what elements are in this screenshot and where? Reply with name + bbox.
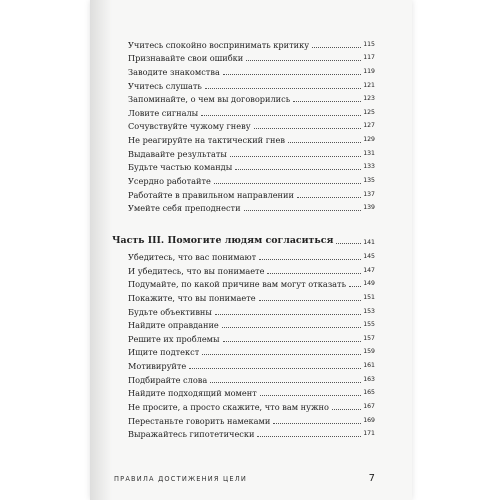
toc-entry-page: 147	[363, 266, 375, 274]
dot-leader	[332, 409, 361, 410]
toc-entry-page: 137	[363, 190, 375, 198]
toc-entry-label: Подбирайте слова	[128, 374, 208, 385]
dot-leader	[202, 354, 361, 355]
toc-entry	[128, 36, 375, 50]
toc-entry-label: Учитесь спокойно воспринимать критику	[128, 39, 310, 50]
dot-leader	[205, 88, 361, 89]
dot-leader	[235, 169, 361, 170]
toc-entry-label: Признавайте свои ошибки	[128, 53, 244, 64]
toc-entry-page: 121	[363, 81, 375, 89]
toc-entry-page: 129	[363, 136, 375, 144]
toc-entry-label: Ищите подтекст	[128, 347, 200, 358]
toc-entry	[128, 91, 375, 105]
dot-leader	[257, 436, 361, 437]
dot-leader	[267, 273, 361, 274]
toc-entry-label: Будьте частью команды	[128, 162, 233, 173]
page-gutter-shadow	[90, 0, 112, 500]
toc-entry-label: И убедитесь, что вы понимаете	[128, 265, 265, 276]
toc-entry	[128, 172, 375, 186]
dot-leader	[189, 368, 361, 369]
toc-entry-page: 159	[363, 348, 375, 356]
toc-entry-page: 169	[363, 416, 375, 424]
toc-entry	[128, 371, 375, 385]
toc-entry-label: Не реагируйте на тактический гнев	[128, 135, 285, 146]
toc-entry-page: 123	[363, 95, 375, 103]
toc-entry-page: 161	[363, 362, 375, 370]
toc-entry	[128, 118, 375, 132]
toc-entry-page: 133	[363, 163, 375, 171]
dot-leader	[297, 197, 361, 198]
dot-leader	[230, 156, 361, 157]
toc-entry-page: 135	[363, 177, 375, 185]
toc-entry-page: 153	[363, 307, 375, 315]
toc-entry-page: 127	[363, 122, 375, 130]
toc-entry	[128, 398, 375, 412]
dot-leader	[312, 47, 361, 48]
dot-leader	[254, 128, 362, 129]
toc-entry-label: Убедитесь, что вас понимают	[128, 251, 257, 262]
dot-leader	[222, 327, 361, 328]
toc-entry	[128, 104, 375, 118]
toc-entry	[128, 357, 375, 371]
dot-leader	[223, 74, 361, 75]
toc-entry-label: Умейте себя преподнести	[128, 203, 241, 214]
toc-entry-page: 171	[363, 430, 375, 438]
toc-entry-page: 149	[363, 280, 375, 288]
dot-leader	[246, 60, 361, 61]
toc-entry-label: Перестаньте говорить намеками	[128, 415, 271, 426]
toc-entry	[128, 289, 375, 303]
page-footer	[114, 473, 375, 484]
toc-entry	[128, 159, 375, 173]
toc-entry	[128, 186, 375, 200]
toc-entry-page: 119	[363, 67, 375, 75]
table-of-contents	[112, 36, 375, 440]
page-number: 7	[368, 473, 375, 484]
toc-entry-page: 157	[363, 334, 375, 342]
dot-leader	[214, 183, 361, 184]
toc-entry	[128, 248, 375, 262]
toc-section-1	[128, 36, 375, 213]
toc-entry-page: 117	[363, 54, 375, 62]
toc-entry	[128, 262, 375, 276]
toc-entry-label: Усердно работайте	[128, 176, 211, 187]
toc-entry	[128, 50, 375, 64]
toc-entry-label: Запоминайте, о чем вы договорились	[128, 94, 291, 105]
dot-leader	[349, 286, 361, 287]
toc-entry	[128, 426, 375, 440]
toc-entry-page: 131	[363, 149, 375, 157]
book-page	[90, 0, 412, 500]
toc-entry-label: Работайте в правильном направлении	[128, 189, 294, 200]
toc-part-heading	[112, 232, 375, 247]
dot-leader	[259, 259, 361, 260]
toc-entry-page: 139	[363, 204, 375, 212]
toc-entry-page: 167	[363, 403, 375, 411]
toc-entry-label: Найдите оправдание	[128, 320, 219, 331]
dot-leader	[201, 115, 361, 116]
toc-entry-page: 163	[363, 375, 375, 383]
toc-entry-label: Мотивируйте	[128, 361, 187, 372]
dot-leader	[293, 101, 361, 102]
part-heading-page: 141	[363, 239, 375, 247]
toc-entry-label: Покажите, что вы понимаете	[128, 292, 256, 303]
toc-entry-page: 145	[363, 252, 375, 260]
dot-leader	[288, 142, 361, 143]
toc-entry	[128, 317, 375, 331]
toc-entry-page: 115	[363, 40, 375, 48]
toc-entry-label: Заводите знакомства	[128, 66, 220, 77]
toc-section-2	[128, 248, 375, 439]
toc-entry	[128, 131, 375, 145]
toc-entry	[128, 303, 375, 317]
toc-entry-label: Учитесь слушать	[128, 80, 202, 91]
toc-entry	[128, 276, 375, 290]
toc-entry-label: Ловите сигналы	[128, 107, 199, 118]
toc-entry-label: Решите их проблемы	[128, 333, 220, 344]
toc-entry-label: Выражайтесь гипотетически	[128, 429, 255, 440]
dot-leader	[260, 395, 361, 396]
dot-leader	[210, 382, 361, 383]
toc-entry-label: Найдите подходящий момент	[128, 388, 257, 399]
toc-entry-label: Не просите, а просто скажите, что вам нужно	[128, 402, 329, 413]
toc-entry	[128, 344, 375, 358]
toc-entry	[128, 77, 375, 91]
dot-leader	[336, 243, 361, 244]
toc-entry-page: 151	[363, 293, 375, 301]
toc-entry	[128, 330, 375, 344]
dot-leader	[244, 210, 362, 211]
part-heading-label: Часть III. Помогите людям согласиться	[112, 235, 334, 247]
toc-entry	[128, 385, 375, 399]
toc-entry-label: Будьте объективны	[128, 306, 212, 317]
toc-entry	[128, 412, 375, 426]
toc-entry-label: Подумайте, по какой причине вам могут отказать	[128, 279, 347, 290]
toc-entry-page: 125	[363, 108, 375, 116]
toc-entry	[128, 200, 375, 214]
toc-entry-page: 155	[363, 321, 375, 329]
toc-entry-label: Выдавайте результаты	[128, 148, 227, 159]
toc-entry-label: Сочувствуйте чужому гневу	[128, 121, 251, 132]
toc-entry	[128, 145, 375, 159]
running-head: ПРАВИЛА ДОСТИЖЕНИЯ ЦЕЛИ	[114, 475, 247, 483]
dot-leader	[215, 314, 361, 315]
dot-leader	[223, 341, 362, 342]
toc-entry	[128, 63, 375, 77]
dot-leader	[273, 423, 361, 424]
dot-leader	[259, 300, 362, 301]
toc-entry-page: 165	[363, 389, 375, 397]
